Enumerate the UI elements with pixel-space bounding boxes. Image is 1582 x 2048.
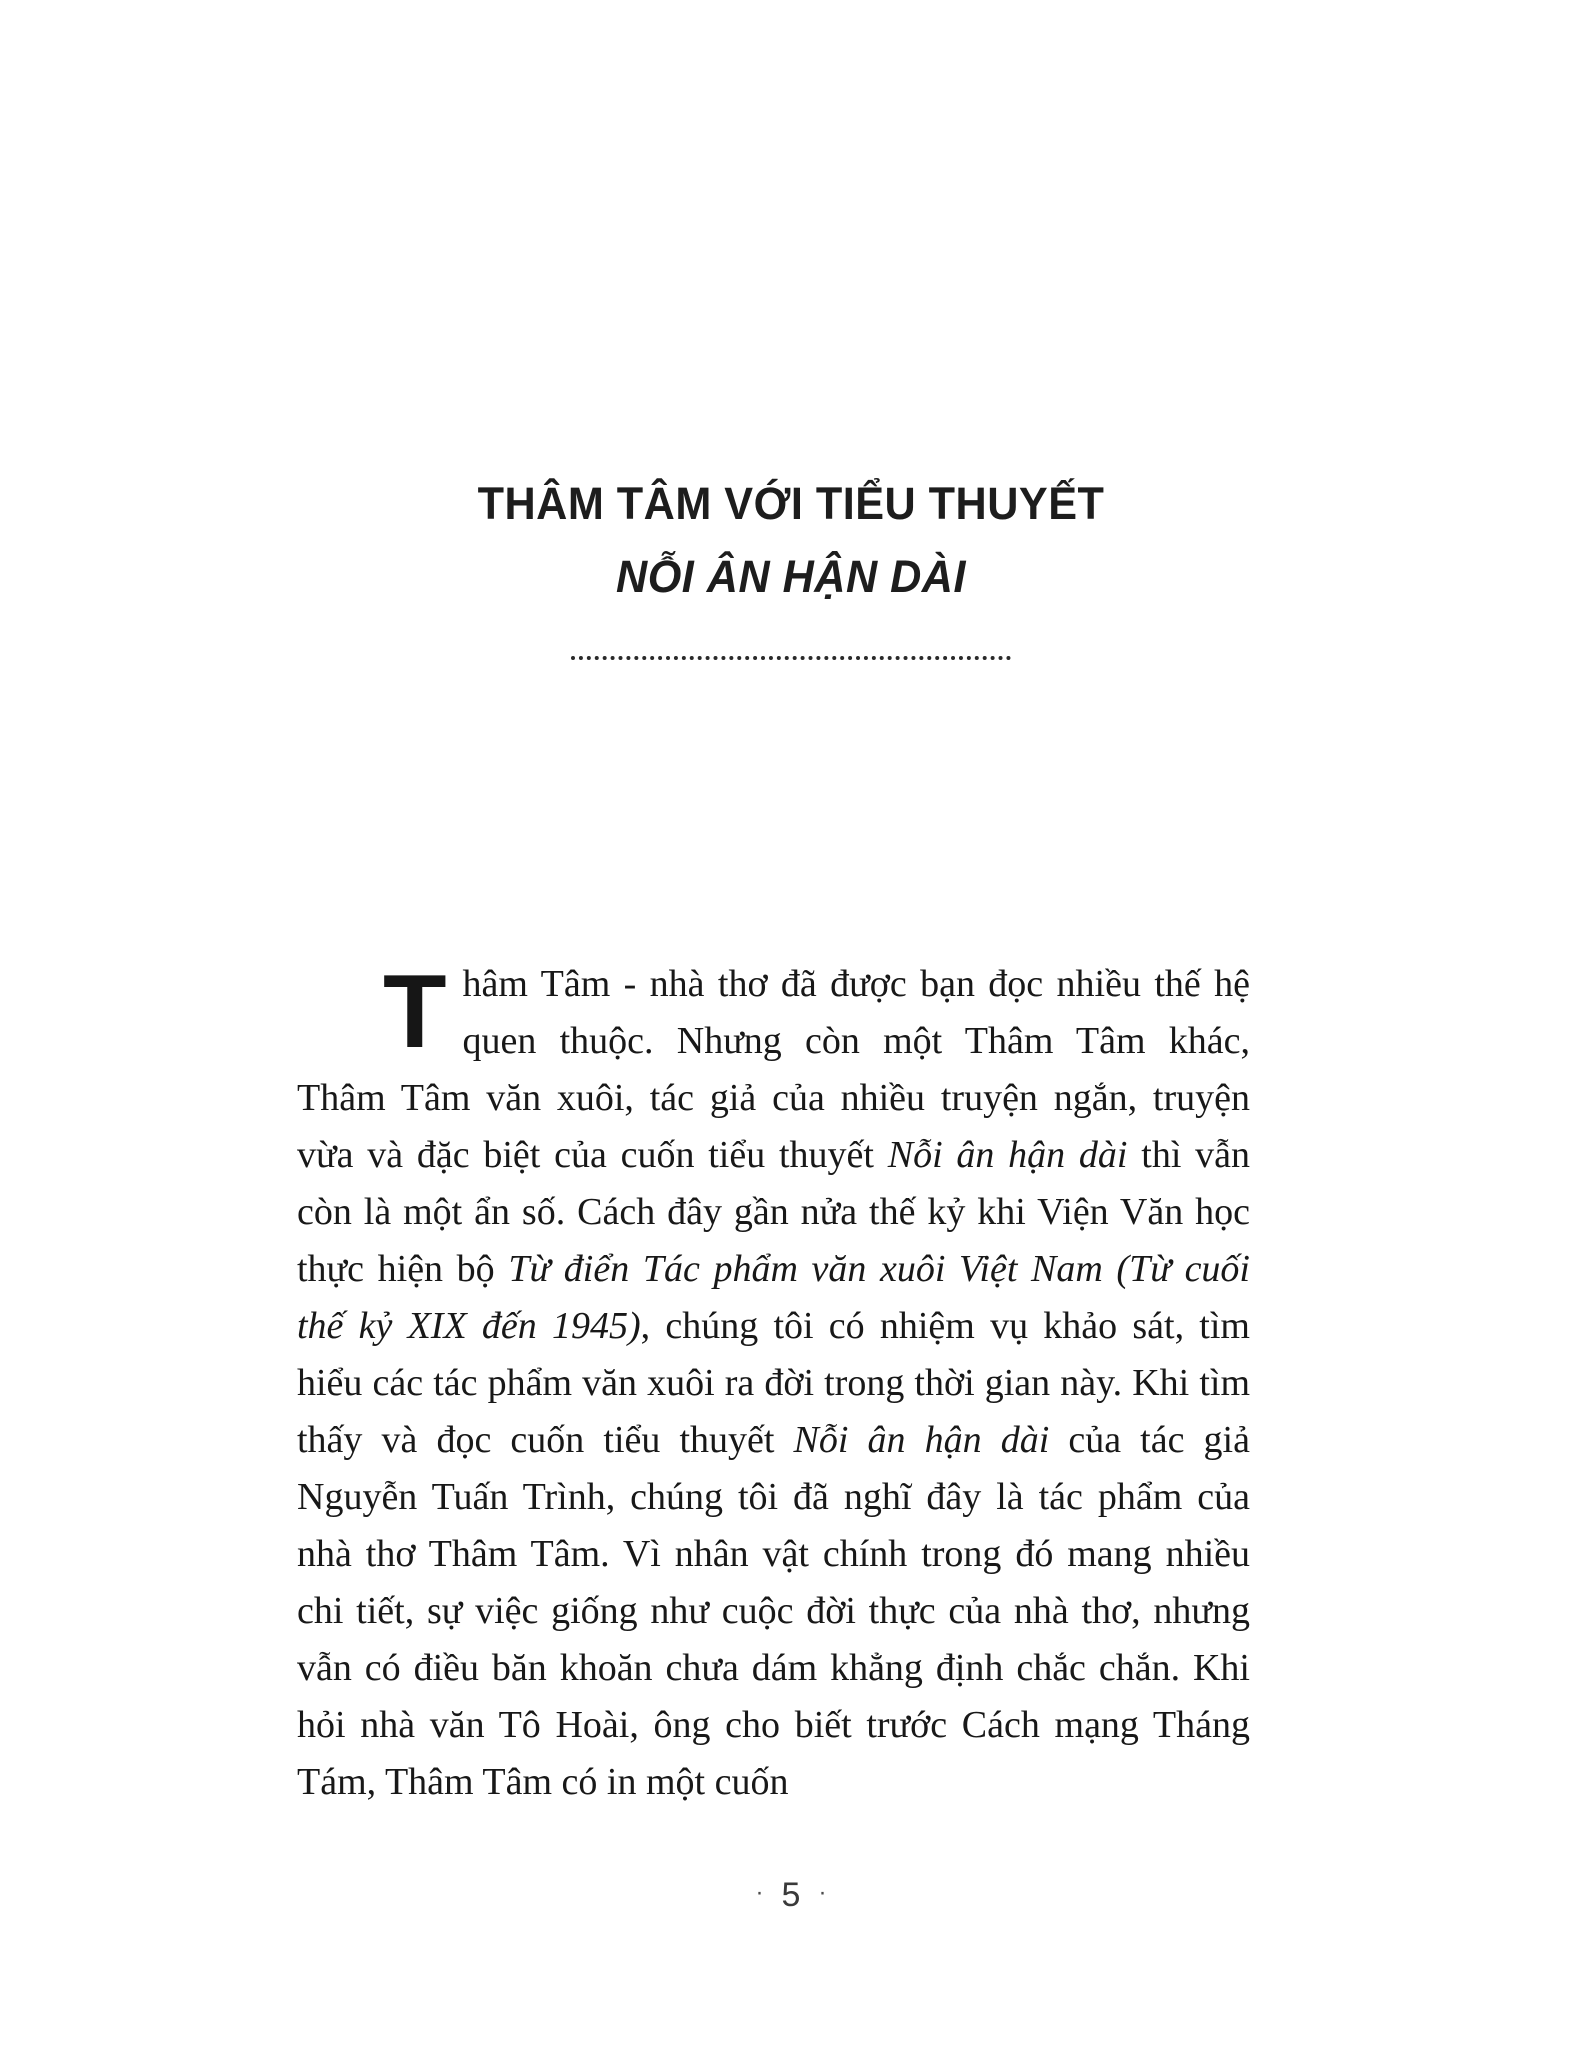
paragraph-text: thì vẫn còn là một ẩn số. Cách đây gần nửa thế kỷ khi Viện Văn học thực hiện bộ [297, 1134, 1251, 1290]
chapter-subtitle: NỖI ÂN HẬN DÀI [616, 551, 966, 602]
book-title-italic: Nỗi ân hận dài [793, 1419, 1050, 1461]
book-title-italic: Từ điển Tác phẩm văn xuôi Việt Nam (Từ cuối thế kỷ XIX đến 1945) [297, 1248, 1250, 1347]
dotted-separator [571, 656, 1011, 660]
page-number-dot-left: · [755, 1879, 764, 1906]
chapter-title: THÂM TÂM VỚI TIỂU THUYẾT [477, 478, 1105, 529]
body-paragraph [297, 956, 1250, 1811]
paragraph-segments [297, 963, 1250, 1803]
page-number-dot-right: · [818, 1879, 827, 1906]
page-number [0, 1876, 1582, 1915]
page-number-value: 5 [781, 1876, 801, 1914]
book-title-italic: Nỗi ân hận dài [887, 1134, 1128, 1176]
drop-cap: T [383, 954, 447, 1070]
paragraph-text: hâm Tâm - nhà thơ đã được bạn đọc nhiều thế hệ quen thuộc. Nhưng còn một Thâm Tâm khác, Thâm Tâm văn xuôi, tác giả của nhiều truyện ngắn, truyện vừa và đặc biệt của cuốn tiểu thuyết [297, 963, 1250, 1176]
paragraph-text: của tác giả Nguyễn Tuấn Trình, chúng tôi đã nghĩ đây là tác phẩm của nhà thơ Thâm Tâm. Vì nhân vật chính trong đó mang nhiều chi tiết, sự việc giống như cuộc đời thực của nhà thơ, nhưng vẫn có điều băn khoăn chưa dám khẳng định chắc chắn. Khi hỏi nhà văn Tô Hoài, ông cho biết trước Cách mạng Tháng Tám, Thâm Tâm có in một cuốn [297, 1419, 1250, 1803]
paragraph-text: , chúng tôi có nhiệm vụ khảo sát, tìm hiểu các tác phẩm văn xuôi ra đời trong thời gian này. Khi tìm thấy và đọc cuốn tiểu thuyết [297, 1305, 1250, 1461]
